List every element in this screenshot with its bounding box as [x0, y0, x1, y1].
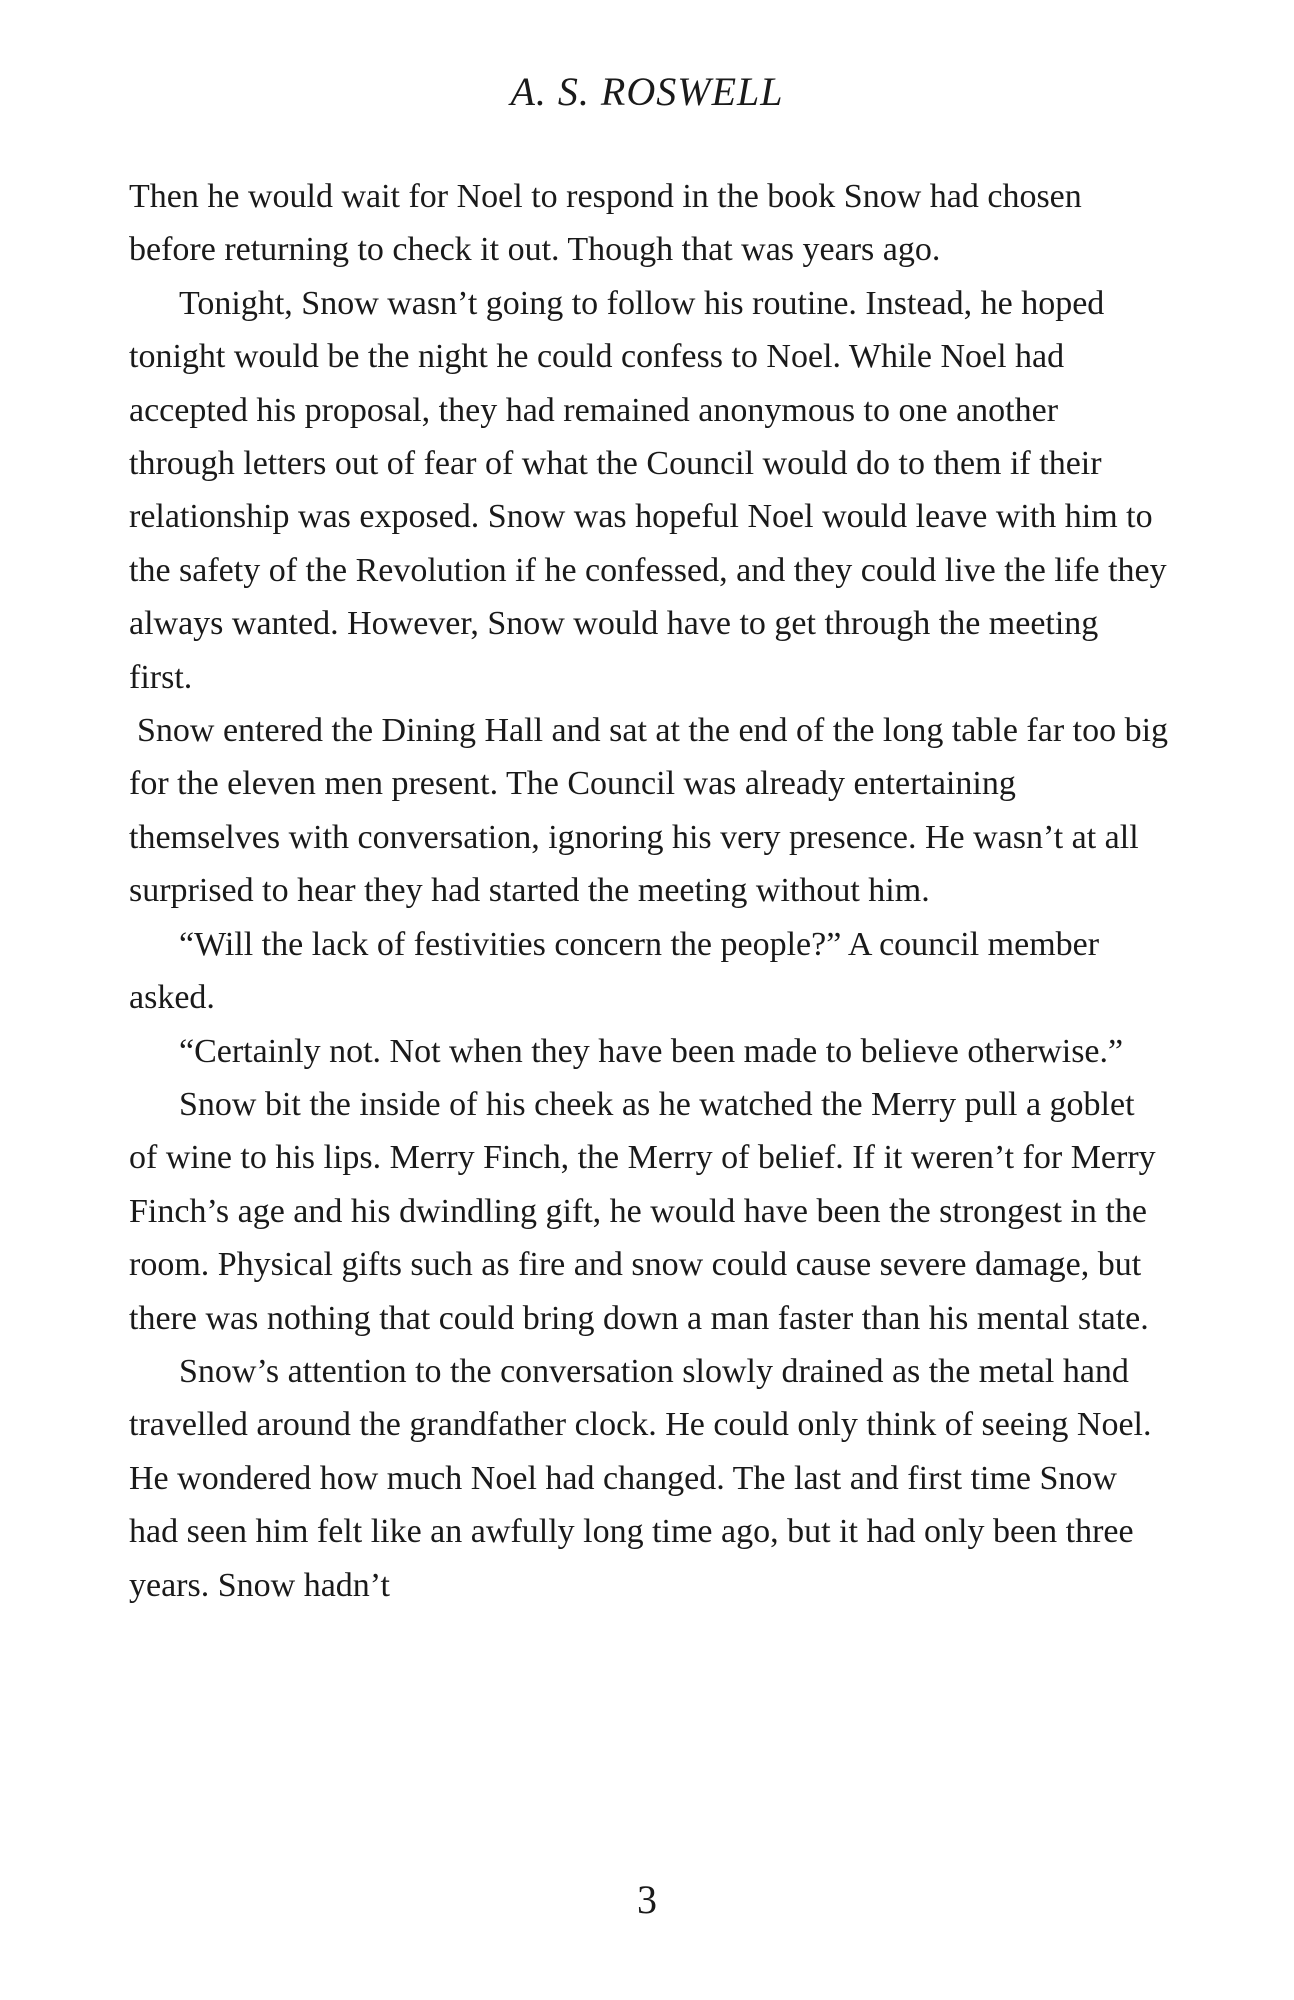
body-text [129, 170, 1169, 1830]
page-number: 3 [637, 1877, 657, 1922]
running-head: A. S. ROSWELL [510, 69, 784, 114]
paragraph: Snow entered the Dining Hall and sat at the end of the long table far too big for the eleven men present. The Council was already entertaining themselves with conversation, ignoring his very presence. He wasn’t at all surprised to hear they had started the meeting without him. [129, 712, 1169, 910]
paragraph: “Certainly not. Not when they have been made to believe otherwise.” [179, 1032, 1124, 1070]
paragraph: Snow’s attention to the conversation slowly drained as the metal hand travelled around the grandfather clock. He could only think of seeing Noel. He wondered how much Noel had changed. The last and first time Snow had seen him felt like an awfully long time ago, but it had only been three years. Snow hadn’t [129, 1352, 1152, 1604]
paragraph: Snow bit the inside of his cheek as he watched the Merry pull a goblet of wine to his lips. Merry Finch, the Merry of belief. If it weren’t for Merry Finch’s age and his dwindling gift, he would have been the strongest in the room. Physical gifts such as fire and snow could cause severe damage, but there was nothing that could bring down a man faster than his mental state. [129, 1085, 1156, 1337]
paragraph: Tonight, Snow wasn’t going to follow his routine. Instead, he hoped tonight would be the night he could confess to Noel. While Noel had accepted his proposal, they had remained anonymous to one another through letters out of fear of what the Council would do to them if their relationship was exposed. Snow was hopeful Noel would leave with him to the safety of the Revolution if he confessed, and they could live the life they always wanted. However, Snow would have to get through the meeting first. [129, 284, 1167, 696]
paragraph: Then he would wait for Noel to respond in the book Snow had chosen before returning to check it out. Though that was years ago. [129, 178, 1082, 269]
paragraph: “Will the lack of festivities concern the people?” A council member asked. [129, 925, 1100, 1017]
